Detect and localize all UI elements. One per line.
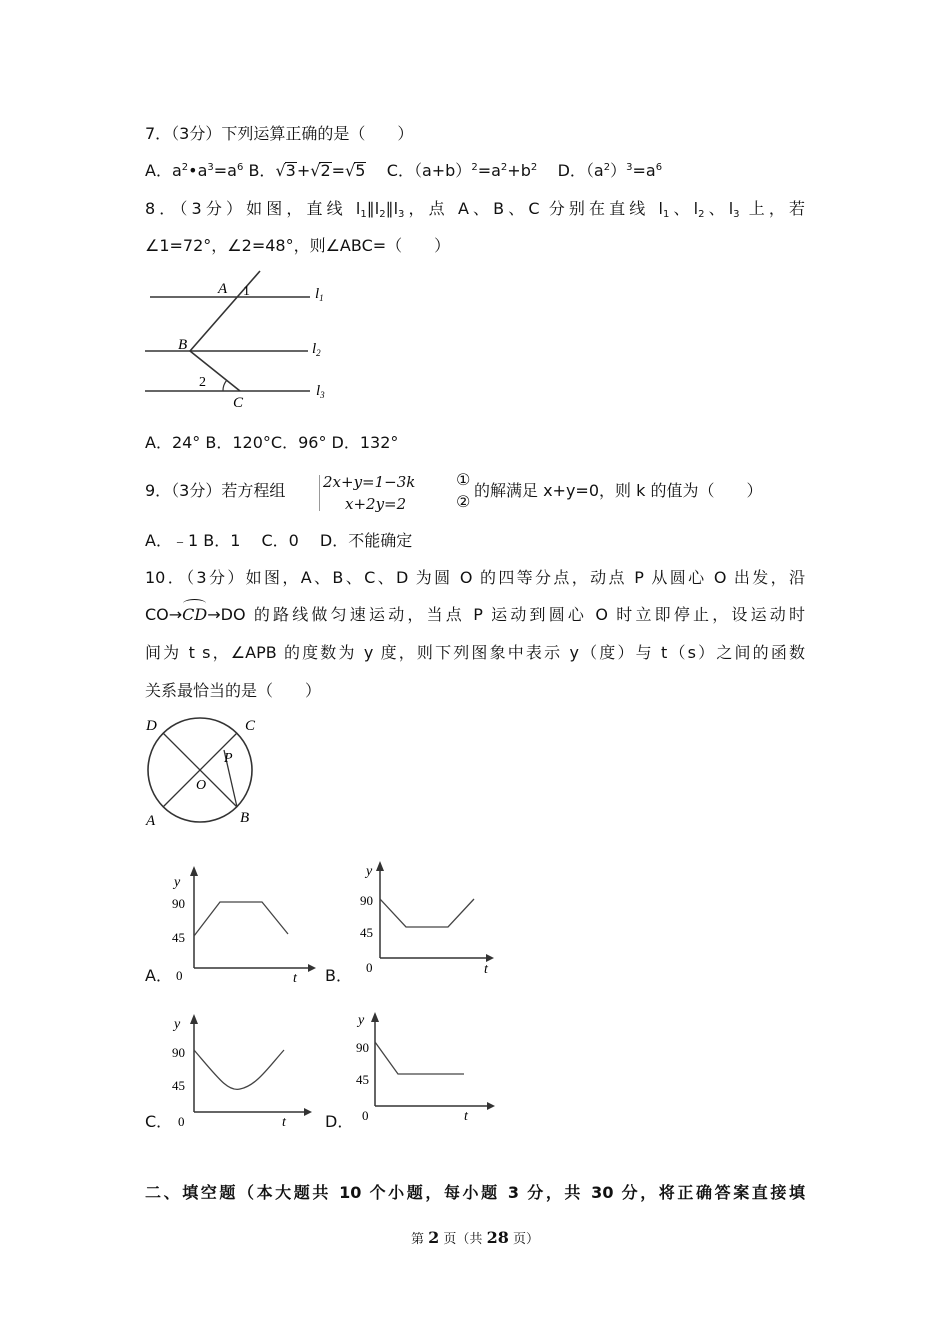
q10-stem-line1: 10．（3分）如图，A、B、C、D 为圆 O 的四等分点，动点 P 从圆心 O 出发，沿 <box>145 568 805 587</box>
q10-circle-figure <box>140 712 265 832</box>
section-2-heading: 二、填空题（本大题共 10 个小题，每小题 3 分，共 30 分，将正确答案直接填 <box>145 1183 805 1202</box>
graph-d-curve <box>375 1042 464 1074</box>
svg-text:90: 90 <box>172 1045 185 1060</box>
graph-b-label: B． <box>325 966 352 985</box>
svg-text:t: t <box>282 1115 286 1130</box>
q10-stem-line4: 关系最恰当的是（ ） <box>145 681 322 700</box>
q9-circle-2: ② <box>456 492 471 511</box>
graph-c <box>168 1008 318 1133</box>
q9-stem-post: 的解满足 x+y=0，则 k 的值为（ ） <box>474 481 763 500</box>
q7-options <box>145 160 662 182</box>
svg-text:45: 45 <box>360 925 373 940</box>
svg-text:y: y <box>358 1013 365 1028</box>
q7-opt-b: B．√3+√2=√5 <box>248 161 366 180</box>
arc-cd: CD <box>182 604 207 626</box>
svg-text:y: y <box>174 875 181 890</box>
q9-eq2: x+2y=2 <box>345 495 407 513</box>
graph-a-curve <box>194 902 288 936</box>
svg-text:y: y <box>174 1017 181 1032</box>
q9-equation-system <box>323 471 415 515</box>
graph-d-label: D． <box>325 1112 354 1131</box>
svg-text:y: y <box>366 864 373 879</box>
label-l3: $l_3$ <box>316 383 325 400</box>
label-2: 2 <box>199 375 206 390</box>
q8-stem-line1: 8．（3分）如图，直线 $l_1\parallel l_2\parallel l_3$，点 A、B、C 分别在直线 $l_1$、$l_2$、$l_3$ 上，若 <box>145 199 805 220</box>
label-c: C <box>233 395 244 411</box>
svg-text:45: 45 <box>172 930 185 945</box>
svg-text:90: 90 <box>356 1040 369 1055</box>
q7-opt-d: D．$(a^2)^3=a^6$ <box>557 161 663 180</box>
q9-eq1: 2x+y=1−3k <box>323 473 416 491</box>
svg-text:90: 90 <box>172 896 185 911</box>
svg-text:0: 0 <box>178 1114 185 1129</box>
graph-c-curve <box>194 1050 284 1089</box>
svg-text:45: 45 <box>172 1078 185 1093</box>
label-d: D <box>146 718 157 734</box>
q7-stem: 7．（3分）下列运算正确的是（ ） <box>145 124 414 143</box>
q10-stem-line3: 间为 t s，∠APB 的度数为 y 度，则下列图象中表示 y（度）与 t（s）之间的函数 <box>145 643 805 662</box>
line-bc <box>190 351 240 391</box>
q7-opt-c: C．$(a+b)^2=a^2+b^2$ <box>386 161 538 180</box>
graph-b-curve <box>380 899 474 927</box>
q9-stem-pre: 9．（3分）若方程组 <box>145 481 286 500</box>
label-l2: $l_2$ <box>312 341 321 358</box>
svg-text:t: t <box>464 1109 468 1124</box>
svg-text:45: 45 <box>356 1072 369 1087</box>
svg-text:0: 0 <box>362 1108 369 1123</box>
graph-a <box>168 860 318 985</box>
label-a: A <box>218 281 228 297</box>
q9-options: A．﹣1 B．1 C．0 D．不能确定 <box>145 531 413 550</box>
q8-options: A．24° B．120°C．96° D．132° <box>145 433 399 452</box>
svg-text:90: 90 <box>360 893 373 908</box>
q9-circle-1: ① <box>456 470 471 489</box>
svg-text:0: 0 <box>366 960 373 975</box>
label-p: P <box>224 751 233 766</box>
svg-text:t: t <box>293 971 297 985</box>
graph-d <box>352 1006 502 1131</box>
graph-b <box>356 855 506 980</box>
angle-2-arc <box>223 380 227 391</box>
label-1: 1 <box>243 284 250 299</box>
label-b: B <box>178 337 188 353</box>
svg-text:0: 0 <box>176 968 183 983</box>
graph-c-label: C． <box>145 1112 173 1131</box>
graph-a-label: A． <box>145 966 172 985</box>
label-o: O <box>196 778 207 793</box>
q8-stem-line2: ∠1=72°，∠2=48°，则∠ABC=（ ） <box>145 236 451 255</box>
label-a: A <box>146 813 156 829</box>
label-b: B <box>240 810 250 826</box>
label-c: C <box>245 718 256 734</box>
q7-opt-a: A．$a^2•a^3=a^6$ <box>145 161 244 180</box>
svg-text:t: t <box>484 962 488 977</box>
label-l1: $l_1$ <box>315 286 324 303</box>
page-footer: 第 2 页（共 28 页） <box>411 1228 539 1247</box>
q10-stem-line2: CO→ CD→DO 的路线做匀速运动，当点 P 运动到圆心 O 时立即停止，设运动时 <box>145 604 805 626</box>
q8-parallel-lines-figure <box>140 265 340 413</box>
